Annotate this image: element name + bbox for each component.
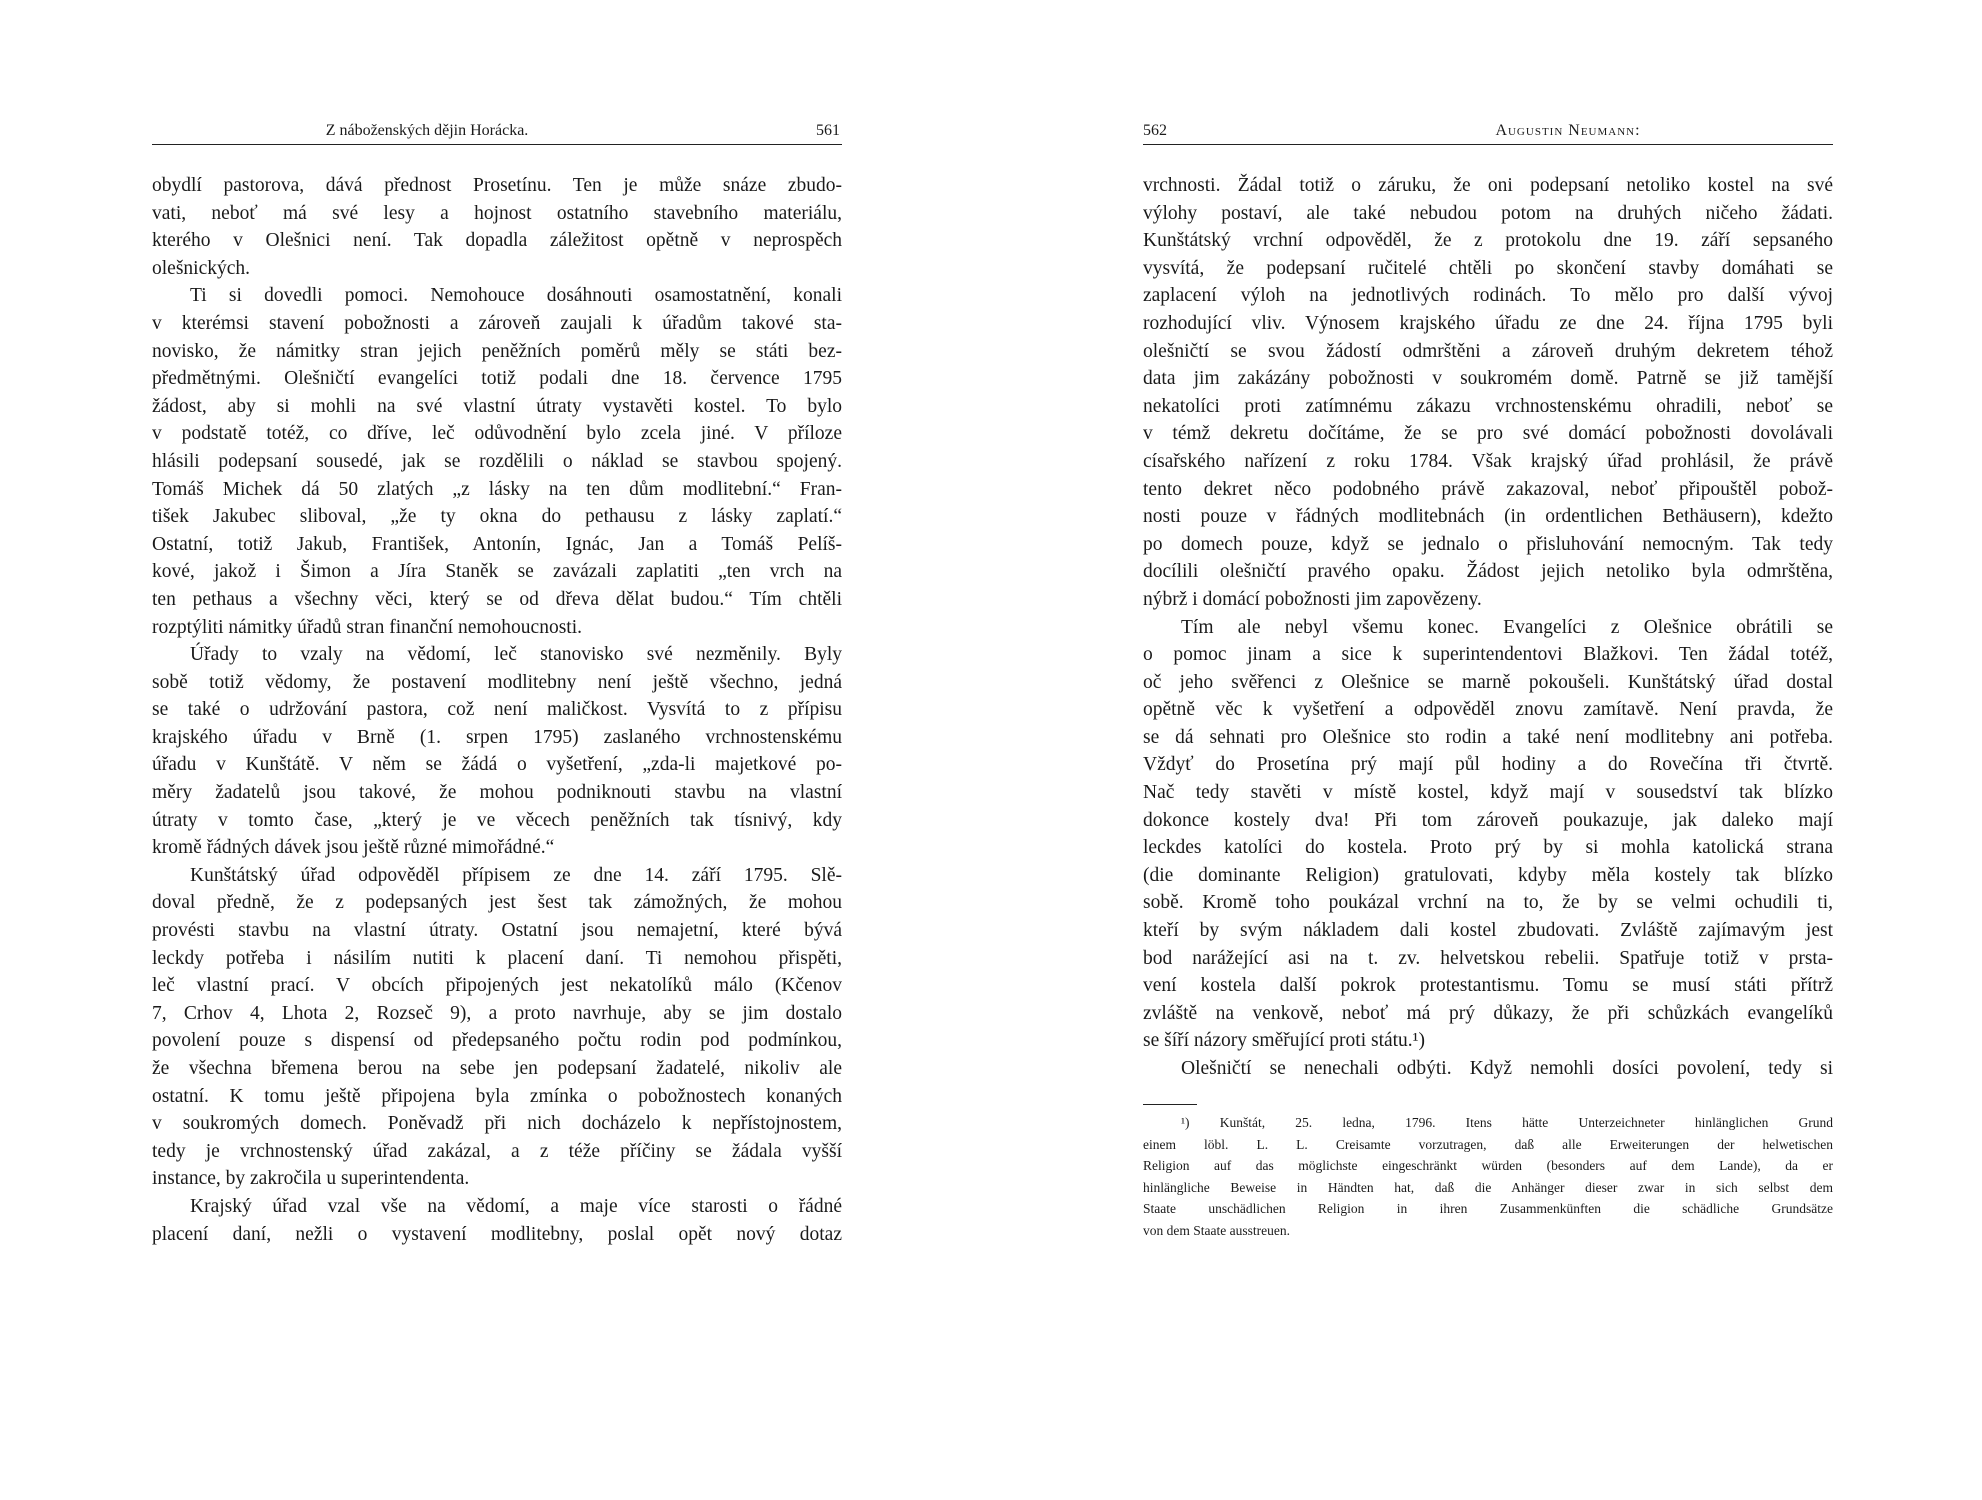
text-line: bod narážející asi na t. zv. helvetskou rebelii. Spatřuje totiž v prsta- [1143, 947, 1833, 969]
text-line: Kunštátský vrchní odpověděl, že z protokolu dne 19. září sepsaného [1143, 230, 1833, 252]
text-line: ostatní. K tomu ještě připojena byla zmínka o pobožnostech konaných [152, 1085, 842, 1107]
text-line: Tím ale nebyl všemu konec. Evangelíci z Olešnice obrátili se [1181, 616, 1833, 638]
text-line: vysvítá, že podepsaní ručitelé chtěli po skončení stavby domáhati se [1143, 257, 1833, 279]
text-line: nýbrž i domácí pobožnosti jim zapovězeny. [1143, 588, 1482, 610]
text-line: 7, Crhov 4, Lhota 2, Rozseč 9), a proto navrhuje, aby se jim dostalo [152, 1002, 842, 1024]
text-line: leč vlastní prací. V obcích připojených jest nekatolíků málo (Kčenov [152, 975, 842, 997]
text-line: se šíří názory směřující proti státu.¹) [1143, 1030, 1426, 1052]
text-line: se také o udržování pastora, což není maličkost. Vysvítá to z přípisu [152, 699, 842, 721]
text-line: že všechna břemena berou na sebe jen podepsaní žadatelé, nikoliv ale [152, 1058, 842, 1079]
text-line: zvláště na venkově, neboť má prý důkazy, že při schůzkách evangelíků [1143, 1002, 1833, 1024]
text-line: dokonce kostely dva! Při tom zároveň poukazuje, jak daleko mají [1143, 809, 1833, 831]
text-line: Krajský úřad vzal vše na vědomí, a maje více starosti o řádné [190, 1195, 842, 1217]
left-page-header [152, 118, 842, 145]
text-line: leckdes katolíci do kostela. Proto prý by si mohla katolická strana [1143, 837, 1833, 859]
footnote-line: ¹) Kunštát, 25. ledna, 1796. Itens hätte Unterzeichneter hinlänglichen Grund [1181, 1115, 1833, 1130]
text-line: Kunštátský úřad odpověděl přípisem ze dne 14. září 1795. Slě- [190, 864, 842, 886]
text-line: sobě. Kromě toho poukázal vrchní na to, že by se velmi ochudili ti, [1143, 892, 1833, 914]
text-line: obydlí pastorova, dává přednost Prosetínu. Ten je může snáze zbudo- [152, 175, 842, 196]
text-line: kromě řádných dávek jsou ještě různé mimořádné.“ [152, 837, 555, 859]
text-line: útraty v tomto čase, „který je ve věcech peněžních tak tísnivý, kdy [152, 809, 842, 831]
text-line: ten pethaus a všechny věci, který se od dřeva dělat budou.“ Tím chtěli [152, 588, 842, 610]
footnote-line: Staate unschädlichen Religion in ihren Zusammenkünften die schädliche Grundsätze [1143, 1201, 1833, 1217]
text-line: Ti si dovedli pomoci. Nemohouce dosáhnouti osamostatnění, konali [190, 285, 842, 307]
text-line: vení kostela další pokrok protestantismu. Tomu se musí státi přítrž [1143, 975, 1833, 997]
text-line: olešničtí se svou žádostí odmrštěni a zároveň druhým dekretem téhož [1143, 340, 1833, 362]
text-line: císařského nařízení z roku 1784. Však krajský úřad prohlásil, že právě [1143, 450, 1833, 472]
text-line: Nač tedy stavěti v místě kostel, když mají v sousedství tak blízko [1143, 782, 1833, 804]
text-line: provésti stavbu na vlastní útraty. Ostatní jsou nemajetní, které bývá [152, 920, 842, 942]
text-line: žádost, aby si mohli na své vlastní útraty vystavěti kostel. To bylo [152, 395, 842, 417]
text-line: po domech pouze, když se jednalo o přisluhování nemocným. Tak tedy [1143, 533, 1833, 555]
footnote-line: von dem Staate ausstreuen. [1143, 1222, 1290, 1238]
text-line: předmětnými. Olešničtí evangelíci totiž podali dne 18. července 1795 [152, 368, 842, 390]
text-line: tišek Jakubec sliboval, „že ty okna do pethausu z lásky zaplatí.“ [152, 506, 842, 528]
text-line: povolení pouze s dispensí od předepsaného počtu rodin pod podmínkou, [152, 1030, 842, 1052]
text-line: rozptýliti námitky úřadů stran finanční nemohoucnosti. [152, 616, 582, 638]
text-line: olešnických. [152, 257, 251, 279]
text-line: data jim zakázány pobožnosti v soukromém domě. Patrně se již tamější [1143, 368, 1833, 390]
footnote-line: hinlängliche Beweise in Händten hat, daß die Anhänger dieser zwar in sich selbst dem [1143, 1179, 1833, 1195]
right-page-body [1143, 172, 1833, 1083]
text-line: kterého v Olešnici není. Tak dopadla záležitost opětně v neprospěch [152, 230, 842, 252]
footnote-line: einem löbl. L. L. Creisamte vorzutragen, daß alle Erweiterungen der helwetischen [1143, 1136, 1833, 1152]
right-page [991, 0, 1982, 1500]
text-line: Úřady to vzaly na vědomí, leč stanovisko své nezměnily. Byly [190, 644, 842, 666]
text-line: vrchnosti. Žádal totiž o záruku, že oni podepsaní netoliko kostel na své [1143, 175, 1833, 196]
running-title: Z náboženských dějin Horácka. [325, 122, 529, 139]
text-line: oč jeho svěřenci z Olešnice se marně pokoušeli. Kunštátský úřad dostal [1143, 671, 1833, 693]
footnote-line: Religion auf das möglichste eingeschränkt würden (besonders auf dem Lande), da er [1143, 1158, 1833, 1174]
text-line: leckdy potřeba i násilím nutiti k placení daní. Ti nemohou přispěti, [152, 947, 842, 969]
text-line: doval předně, že z podepsaných jest šest tak zámožných, že mohou [152, 892, 842, 914]
text-line: kteří by svým nákladem dali kostel zbudovati. Zvláště zajímavým jest [1143, 920, 1833, 942]
text-line: Vždyť do Prosetína prý mají půl hodiny a do Rovečína tři čtvrtě. [1143, 754, 1833, 776]
text-line: novisko, že námitky stran jejich peněžních poměrů měly se státi bez- [152, 340, 842, 362]
text-line: v soukromých domech. Poněvadž při nich docházelo k nepřístojnostem, [152, 1113, 842, 1135]
footnote-divider [1143, 1104, 1197, 1105]
text-line: v podstatě totéž, co dříve, leč odůvodnění bylo zcela jiné. V příloze [152, 423, 842, 445]
text-line: v kterémsi stavení pobožnosti a zároveň zaujali k úřadům takové sta- [152, 312, 842, 334]
text-line: kové, jakož i Šimon a Jíra Staněk se zavázali zaplatiti „ten vrch na [152, 561, 842, 583]
text-line: zaplacení výloh na jednotlivých rodinách. To mělo pro další vývoj [1143, 285, 1833, 307]
text-line: tento dekret něco podobného právě zakazoval, neboť připouštěl pobož- [1143, 478, 1833, 500]
text-line: tedy je vrchnostenský úřad zakázal, a z téže příčiny se žádala vyšší [152, 1140, 842, 1162]
text-line: nosti pouze v řádných modlitebnách (in ordentlichen Bethäusern), kdežto [1143, 506, 1833, 528]
text-line: měry žadatelů jsou takové, že mohou podniknouti stavbu na vlastní [152, 782, 842, 804]
running-title: Augustin Neumann: [1495, 122, 1641, 139]
page-number: 562 [1143, 122, 1167, 139]
text-line: (die dominante Religion) gratulovati, kdyby měla kostely tak blízko [1143, 864, 1833, 886]
text-line: Tomáš Michek dá 50 zlatých „z lásky na ten dům modlitební.“ Fran- [152, 478, 842, 500]
text-line: Ostatní, totiž Jakub, František, Antonín, Ignác, Jan a Tomáš Pelíš- [152, 533, 842, 555]
text-line: opětně věc k vyšetření a odpověděl znovu zamítavě. Není pravda, že [1143, 699, 1833, 721]
text-line: vati, neboť má své lesy a hojnost ostatního stavebního materiálu, [152, 202, 842, 224]
text-line: nekatolíci proti zatímnému zákazu vrchnostenskému ohradili, neboť se [1143, 395, 1833, 417]
right-page-header [1143, 118, 1833, 145]
text-line: v témž dekretu dočítáme, že se pro své domácí pobožnosti dovolávali [1143, 423, 1833, 445]
text-line: krajského úřadu v Brně (1. srpen 1795) zaslaného vrchnostenskému [152, 726, 842, 748]
text-line: hlásili podepsaní sousedé, jak se rozdělili o náklad se stavbou spojený. [152, 450, 842, 472]
text-line: sobě totiž vědomy, že postavení modlitebny není ještě všechno, jedná [152, 671, 842, 693]
text-line: docílili olešničtí pravého opaku. Žádost jejich netoliko byla odmrštěna, [1143, 561, 1833, 583]
footnotes [1143, 1112, 1833, 1242]
text-line: výlohy postaví, ale také nebudou potom na druhých ničeho žádati. [1143, 202, 1833, 224]
text-line: instance, by zakročila u superintendenta. [152, 1168, 470, 1190]
text-line: Olešničtí se nenechali odbýti. Když nemohli dosíci povolení, tedy si [1181, 1058, 1833, 1079]
text-line: placení daní, nežli o vystavení modlitebny, poslal opět nový dotaz [152, 1223, 842, 1245]
text-line: úřadu v Kunštátě. V něm se žádá o vyšetření, „zda-li majetkové po- [152, 754, 842, 776]
text-line: se dá sehnati pro Olešnice sto rodin a také není modlitebny ani potřeba. [1143, 726, 1833, 748]
left-page-body [152, 172, 842, 1248]
text-line: rozhodující vliv. Výnosem krajského úřadu ze dne 24. října 1795 byli [1143, 312, 1833, 334]
text-line: o pomoc jinam a sice k superintendentovi Blažkovi. Ten žádal totéž, [1143, 644, 1833, 666]
page-number: 561 [816, 122, 840, 139]
